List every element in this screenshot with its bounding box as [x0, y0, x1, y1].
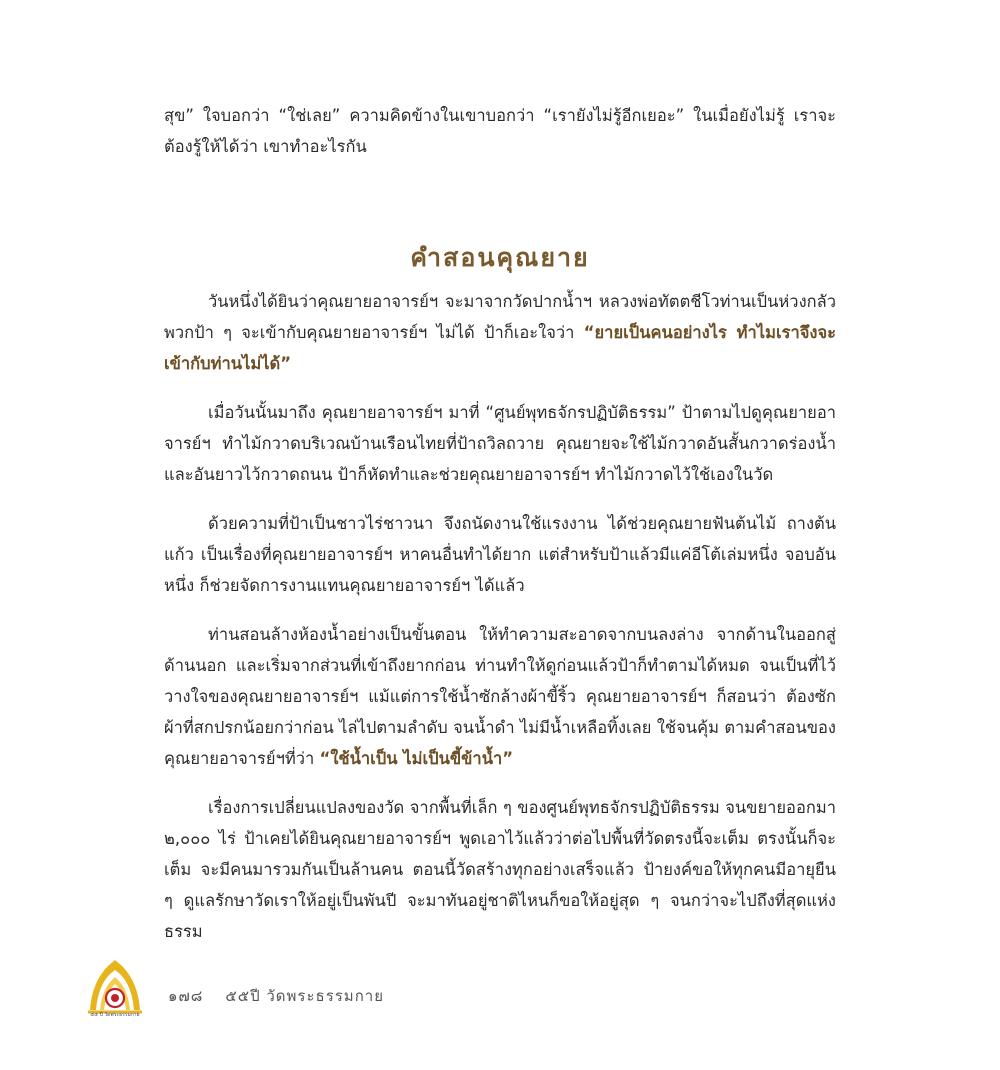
footer-text — [168, 984, 384, 1008]
logo-dot — [111, 994, 119, 1002]
intro-paragraph: สุข” ใจบอกว่า “ใช่เลย” ความคิดข้างในเขาบอกว่า “เรายังไม่รู้อีกเยอะ” ในเมื่อยังไม่รู้ เราจะต้องรู้ให้ได้ว่า เขาทำอะไรกัน — [164, 106, 836, 156]
paragraph-2: เมื่อวันนั้นมาถึง คุณยายอาจารย์ฯ มาที่ “ศูนย์พุทธจักรปฏิบัติธรรม” ป้าตามไปดูคุณยายอาจารย์ฯ ทำไม้กวาดบริเวณบ้านเรือนไทยที่ป้าถวิลถวาย คุณยายจะใช้ไม้กวาดอันสั้นกวาดร่องน้ำ และอันยาวไว้กวาดถนน ป้าก็หัดทำและช่วยคุณยายอาจารย์ฯ ทำไม้กวาดไว้ใช้เองในวัด — [164, 403, 836, 484]
paragraph-1 — [164, 286, 836, 379]
anniversary-logo — [84, 958, 146, 1024]
logo-text: ๕๕ ปี วัดพระธรรมกาย — [90, 1012, 140, 1018]
paragraph-1-emphasis: “ยายเป็นคนอย่างไร ทำไมเราจึงจะเข้ากับท่านไม่ได้” — [164, 323, 836, 373]
section-title: คำสอนคุณยาย — [410, 243, 590, 272]
paragraph-1-text: วันหนึ่งได้ยินว่าคุณยายอาจารย์ฯ จะมาจากวัดปากน้ำฯ หลวงพ่อทัตตชีโวท่านเป็นห่วงกลัวพวกป้า ๆ จะเข้ากับคุณยายอาจารย์ฯ ไม่ได้ ป้าก็เอะใจว่า — [164, 292, 836, 342]
paragraph-5: เรื่องการเปลี่ยนแปลงของวัด จากพื้นที่เล็ก ๆ ของศูนย์พุทธจักรปฏิบัติธรรม จนขยายออกมา ๒,๐๐๐ ไร่ ป้าเคยได้ยินคุณยายอาจารย์ฯ พูดเอาไว้แล้วว่าต่อไปพื้นที่วัดตรงนี้จะเต็ม ตรงนั้นก็จะเต็ม จะมีคนมารวมกันเป็นล้านคน ตอนนี้วัดสร้างทุกอย่างเสร็จแล้ว ป้ายงค์ขอให้ทุกคนมีอายุยืน ๆ ดูแลรักษาวัดเราให้อยู่เป็นพันปี จะมาทันอยู่ชาติไหนก็ขอให้อยู่สุด ๆ จนกว่าจะไปถึงที่สุดแห่งธรรม — [164, 798, 836, 941]
anniversary-logo-graphic — [84, 958, 146, 1014]
page-footer — [84, 958, 484, 1028]
document-body — [164, 100, 836, 947]
paragraph-4 — [164, 619, 836, 774]
paragraph-4-text: ท่านสอนล้างห้องน้ำอย่างเป็นขั้นตอน ให้ทำความสะอาดจากบนลงล่าง จากด้านในออกสู่ด้านนอก และเริ่มจากส่วนที่เข้าถึงยากก่อน ท่านทำให้ดูก่อนแล้วป้าก็ทำตามได้หมด จนเป็นที่ไว้วางใจของคุณยายอาจารย์ฯ แม้แต่การใช้น้ำซักล้างผ้าขี้ริ้ว คุณยายอาจารย์ฯ ก็สอนว่า ต้องซักผ้าที่สกปรกน้อยกว่าก่อน ไล่ไปตามลำดับ จนน้ำดำ ไม่มีน้ำเหลือทิ้งเลย ใช้จนคุ้ม ตามคำสอนของคุณยายอาจารย์ฯที่ว่า — [164, 625, 836, 768]
paragraph-4-emphasis: “ใช้น้ำเป็น ไม่เป็นขี้ข้าน้ำ” — [319, 749, 514, 768]
book-title: ๕๕ปี วัดพระธรรมกาย — [225, 987, 384, 1005]
paragraph-3: ด้วยความที่ป้าเป็นชาวไร่ชาวนา จึงถนัดงานใช้แรงงาน ได้ช่วยคุณยายฟันต้นไม้ ถางต้นแก้ว เป็นเรื่องที่คุณยายอาจารย์ฯ หาคนอื่นทำได้ยาก แต่สำหรับป้าแล้วมีแค่อีโต้เล่มหนึ่ง จอบอันหนึ่ง ก็ช่วยจัดการงานแทนคุณยายอาจารย์ฯ ได้แล้ว — [164, 514, 836, 595]
page-number: ๑๗๘ — [168, 987, 204, 1005]
